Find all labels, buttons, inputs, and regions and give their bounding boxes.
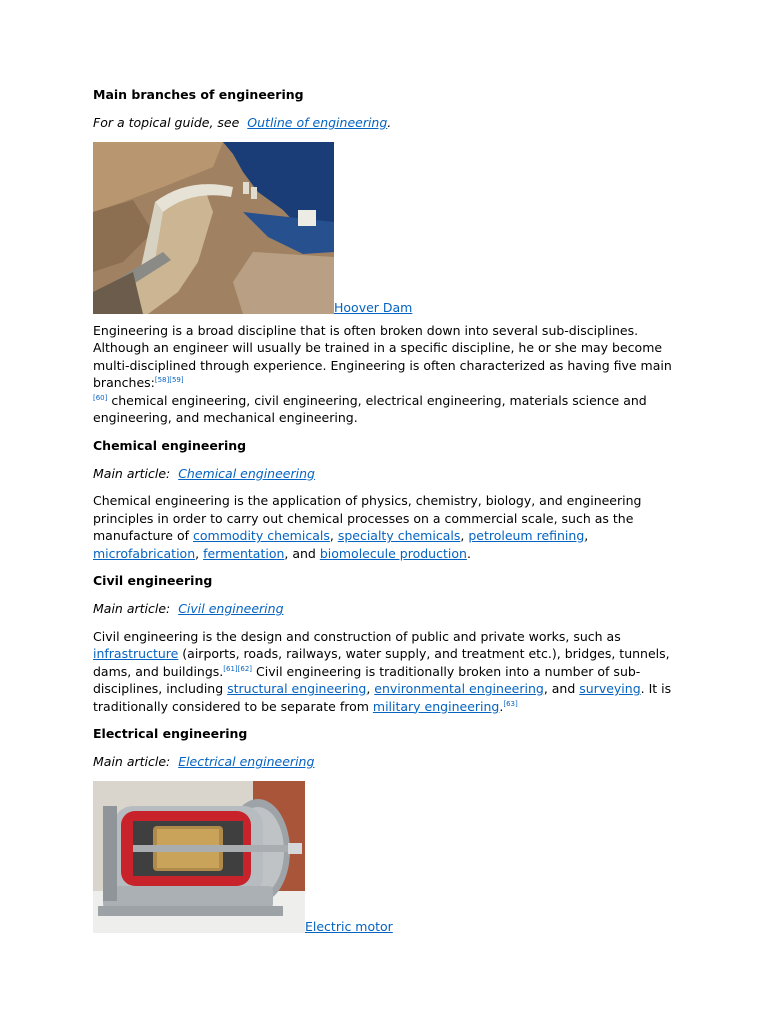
outline-of-engineering-link[interactable]: Outline of engineering xyxy=(247,115,388,130)
electrical-engineering-heading: Electrical engineering xyxy=(93,726,248,741)
chemical-paragraph xyxy=(93,492,678,562)
chemical-main-article-note xyxy=(93,465,678,483)
civil-text-1: Civil engineering is the design and construction of public and private works, such as xyxy=(93,628,621,644)
civil-main-article-label: Main article: xyxy=(93,601,171,616)
civil-text-2: (airports, roads, railways, water supply, and treatment etc.), bridges, tunnels, dams, and buildings. xyxy=(93,646,670,679)
electric-motor-figure xyxy=(93,781,678,933)
hoover-dam-figure xyxy=(93,142,678,314)
civil-engineering-link[interactable]: Civil engineering xyxy=(178,601,284,616)
topical-guide-prefix: For a topical guide, see xyxy=(93,115,240,130)
biomolecule-production-link[interactable]: biomolecule production xyxy=(319,545,467,561)
petroleum-refining-link[interactable]: petroleum refining xyxy=(468,528,585,543)
chemical-engineering-heading: Chemical engineering xyxy=(93,437,247,453)
separator: , xyxy=(366,681,375,696)
intro-text-2: chemical engineering, civil engineering, electrical engineering, materials science and engineering, and mechanical engineering. xyxy=(93,392,647,425)
electrical-engineering-link[interactable]: Electrical engineering xyxy=(178,754,315,769)
separator: . xyxy=(499,698,504,714)
electrical-main-article-note xyxy=(93,753,678,771)
topical-guide-note xyxy=(93,114,678,132)
structural-engineering-link[interactable]: structural engineering xyxy=(227,681,367,696)
civil-paragraph xyxy=(93,628,678,716)
separator: , xyxy=(195,545,204,561)
chemical-engineering-link[interactable]: Chemical engineering xyxy=(178,465,315,481)
topical-guide-suffix: . xyxy=(387,115,392,130)
separator: , xyxy=(329,528,338,543)
electric-motor-caption-link[interactable]: Electric motor xyxy=(305,918,393,934)
commodity-chemicals-link[interactable]: commodity chemicals xyxy=(193,528,330,543)
separator: . xyxy=(466,545,471,561)
intro-paragraph xyxy=(93,322,678,427)
section-heading-main-branches: Main branches of engineering xyxy=(93,87,304,102)
civil-main-article-note xyxy=(93,600,678,618)
chemical-text: Chemical engineering is the application of physics, chemistry, biology, and engineering principles in order to carry out chemical processes on a commercial scale, such as the manufacture of xyxy=(93,493,642,543)
separator: , xyxy=(460,528,469,543)
chemical-main-article-label: Main article: xyxy=(93,465,171,481)
infrastructure-link[interactable]: infrastructure xyxy=(93,646,179,661)
civil-text-4: . It is traditionally considered to be separate from xyxy=(93,681,672,714)
citation-58-59[interactable]: [58][59] xyxy=(154,375,184,384)
separator: , and xyxy=(284,545,320,561)
environmental-engineering-link[interactable]: environmental engineering xyxy=(374,681,544,696)
document-body xyxy=(93,86,678,941)
separator: , xyxy=(584,528,589,543)
specialty-chemicals-link[interactable]: specialty chemicals xyxy=(337,528,461,543)
military-engineering-link[interactable]: military engineering xyxy=(372,698,500,714)
intro-text-1: Engineering is a broad discipline that is often broken down into several sub-disciplines. Although an engineer will usually be trained in a specific discipline, he or she may become multi-disciplined through experience. Engineering is often characterized as having five main branches: xyxy=(93,322,672,390)
microfabrication-link[interactable]: microfabrication xyxy=(93,545,196,561)
electric-motor-image[interactable] xyxy=(93,781,305,933)
hoover-dam-caption-link[interactable]: Hoover Dam xyxy=(334,299,413,315)
civil-text-3: Civil engineering is traditionally broken into a number of sub-disciplines, including xyxy=(93,663,641,696)
citation-63[interactable]: [63] xyxy=(503,699,518,708)
hoover-dam-image[interactable] xyxy=(93,142,334,314)
citation-60[interactable]: [60] xyxy=(93,393,108,402)
fermentation-link[interactable]: fermentation xyxy=(203,545,285,561)
surveying-link[interactable]: surveying xyxy=(579,681,641,696)
separator: , and xyxy=(543,681,580,696)
civil-engineering-heading: Civil engineering xyxy=(93,573,213,588)
citation-61-62[interactable]: [61][62] xyxy=(223,664,253,673)
electrical-main-article-label: Main article: xyxy=(93,754,171,769)
